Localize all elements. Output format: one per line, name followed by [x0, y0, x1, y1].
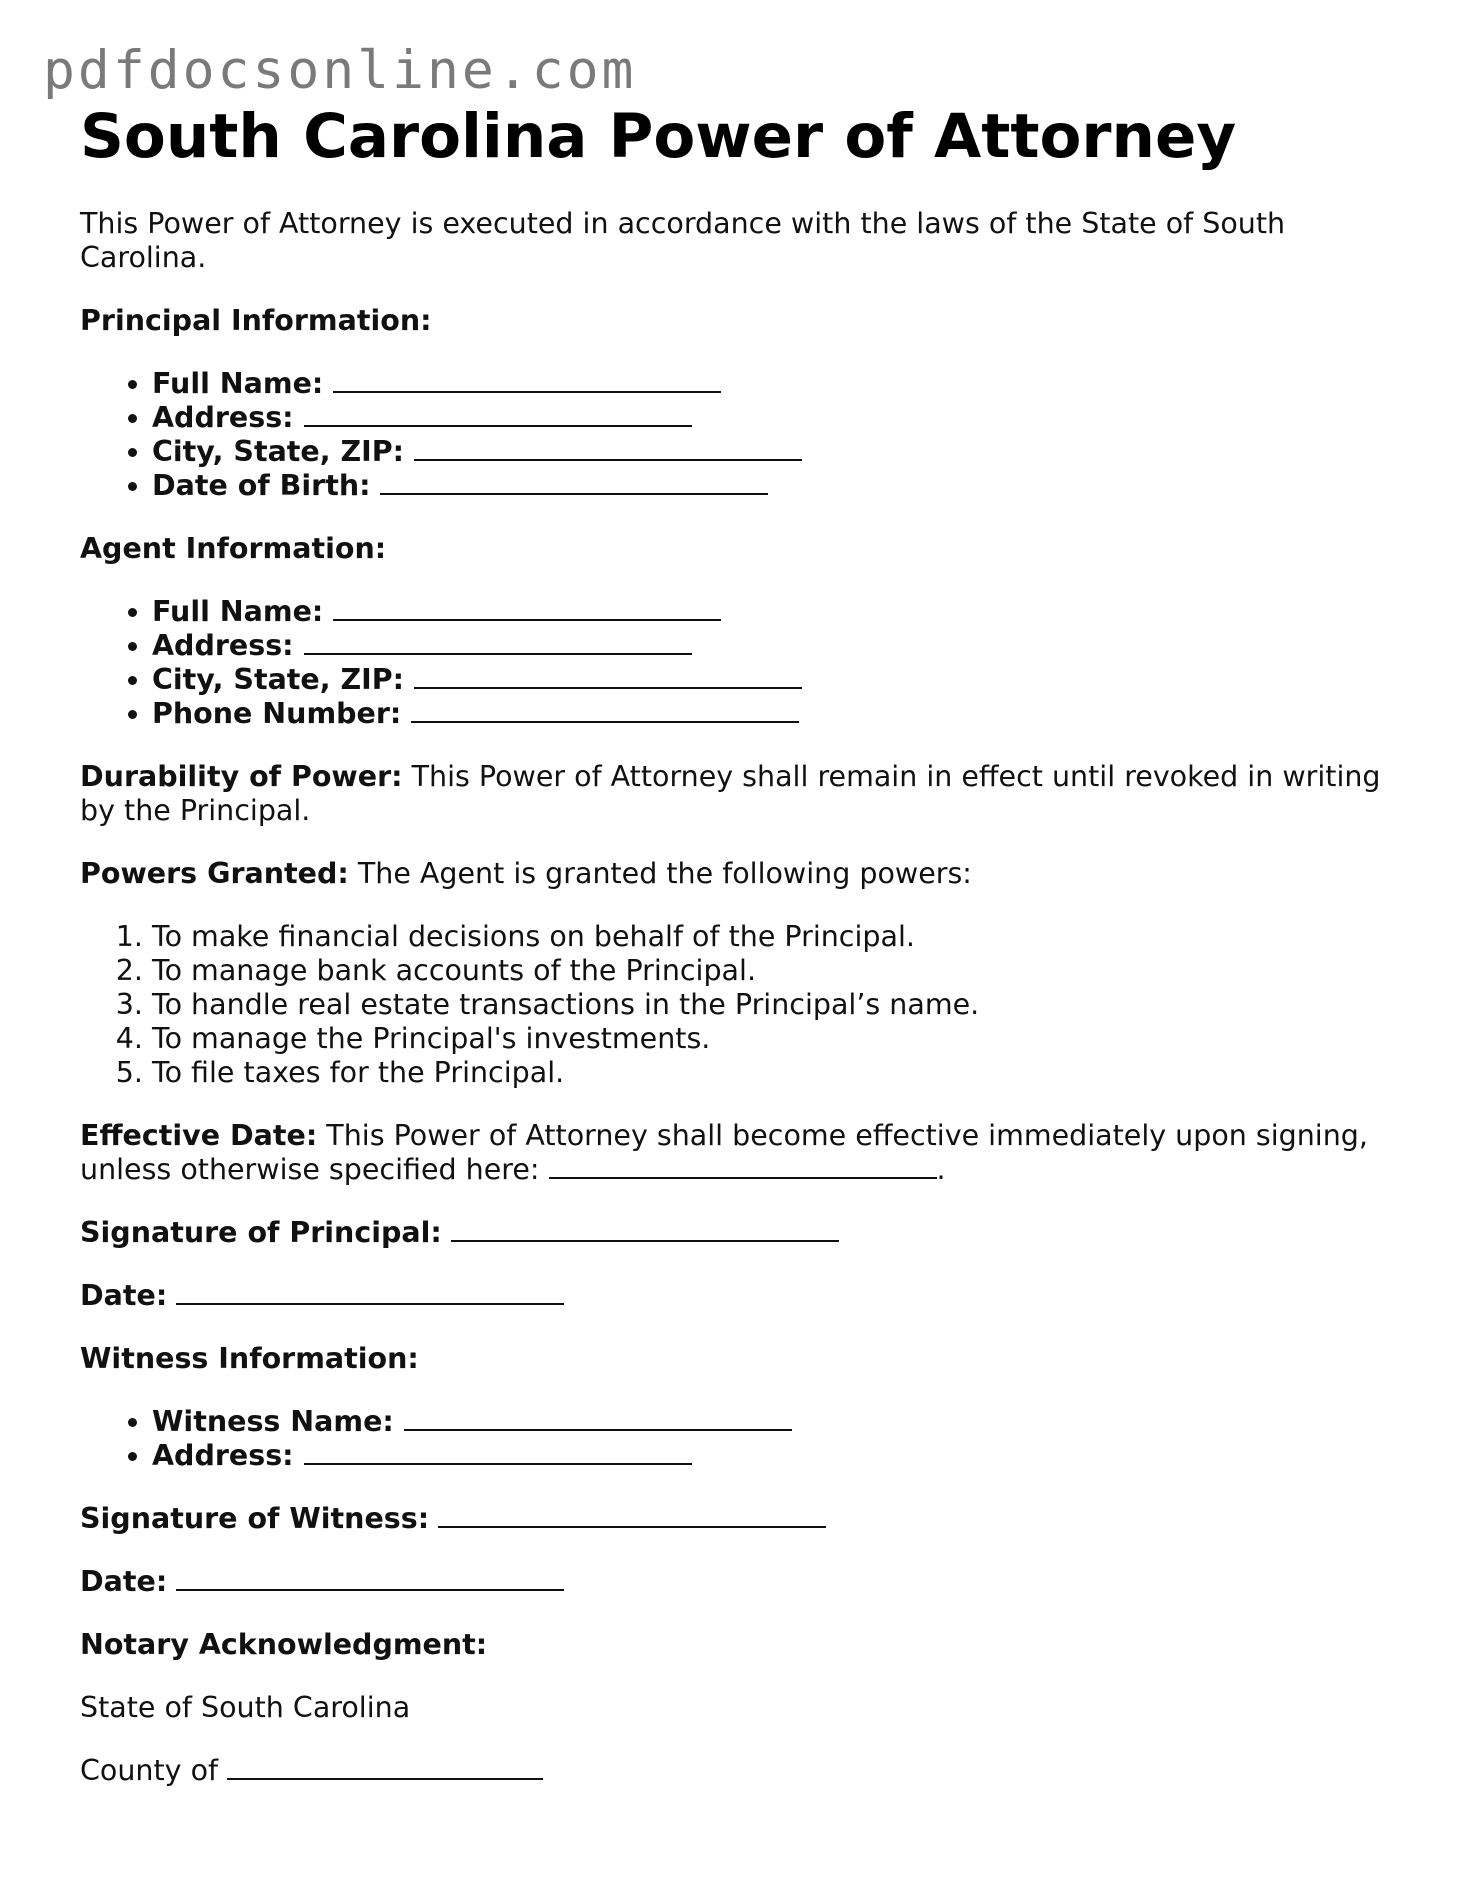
field-label: Address:	[152, 401, 294, 435]
witness-date-blank[interactable]	[176, 1565, 564, 1591]
witness-signature-line	[80, 1502, 1400, 1536]
witness-address-field	[152, 1439, 1400, 1473]
field-label: City, State, ZIP:	[152, 663, 405, 697]
power-item: 2. To manage bank accounts of the Principal.	[152, 954, 1400, 988]
agent-phone-number-field	[152, 697, 1400, 731]
principal-fields	[80, 367, 1400, 503]
effective-date-blank[interactable]	[549, 1153, 937, 1179]
principal-heading: Principal Information:	[80, 304, 432, 338]
notary-county-line	[80, 1754, 1400, 1788]
durability-paragraph	[80, 760, 1400, 828]
witness-signature-blank[interactable]	[438, 1502, 826, 1528]
county-label: County of	[80, 1754, 219, 1788]
durability-text: This Power of Attorney shall remain in effect until revoked in writing by the Principal.	[80, 760, 1381, 828]
field-label: Date of Birth:	[152, 469, 371, 503]
principal-date-line	[80, 1279, 1400, 1313]
notary-state: State of South Carolina	[80, 1691, 411, 1725]
phone-number-blank[interactable]	[411, 697, 799, 723]
principal-full-name-field	[152, 367, 1400, 401]
full-name-blank[interactable]	[333, 595, 721, 621]
agent-full-name-field	[152, 595, 1400, 629]
effective-date-label: Effective Date:	[80, 1119, 318, 1153]
principal-date-blank[interactable]	[176, 1279, 564, 1305]
powers-label: Powers Granted:	[80, 857, 349, 891]
field-label: Address:	[152, 629, 294, 663]
principal-date-of-birth-field	[152, 469, 1400, 503]
document-page	[80, 100, 1400, 1788]
field-label: Full Name:	[152, 367, 324, 401]
principal-address-field	[152, 401, 1400, 435]
city-state-zip-blank[interactable]	[414, 435, 802, 461]
field-label: Witness Name:	[152, 1405, 394, 1439]
witness-date-label: Date:	[80, 1565, 168, 1599]
effective-date-end: .	[936, 1153, 946, 1187]
witness-fields	[80, 1405, 1400, 1473]
agent-city-state-zip-field	[152, 663, 1400, 697]
effective-date-text: This Power of Attorney shall become effective immediately upon signing, unless otherwise specified here:	[80, 1119, 1368, 1187]
principal-signature-blank[interactable]	[451, 1216, 839, 1242]
principal-date-label: Date:	[80, 1279, 168, 1313]
address-blank[interactable]	[304, 1439, 692, 1465]
agent-fields	[80, 595, 1400, 731]
page-title: South Carolina Power of Attorney	[80, 101, 1237, 172]
agent-heading: Agent Information:	[80, 532, 387, 566]
principal-signature-line	[80, 1216, 1400, 1250]
power-item: 3. To handle real estate transactions in the Principal’s name.	[152, 988, 1400, 1022]
power-item: 5. To file taxes for the Principal.	[152, 1056, 1400, 1090]
witness-signature-label: Signature of Witness:	[80, 1502, 430, 1536]
address-blank[interactable]	[304, 401, 692, 427]
field-label: Full Name:	[152, 595, 324, 629]
watermark-logo: pdfdocsonline.com	[43, 40, 637, 101]
powers-paragraph	[80, 857, 1400, 891]
witness-name-blank[interactable]	[404, 1405, 792, 1431]
field-label: Address:	[152, 1439, 294, 1473]
principal-city-state-zip-field	[152, 435, 1400, 469]
powers-text: The Agent is granted the following powers:	[348, 857, 972, 891]
agent-address-field	[152, 629, 1400, 663]
power-item: 1. To make financial decisions on behalf of the Principal.	[152, 920, 1400, 954]
address-blank[interactable]	[304, 629, 692, 655]
full-name-blank[interactable]	[333, 367, 721, 393]
power-item: 4. To manage the Principal's investments.	[152, 1022, 1400, 1056]
effective-date-paragraph	[80, 1119, 1400, 1187]
witness-date-line	[80, 1565, 1400, 1599]
witness-name-field	[152, 1405, 1400, 1439]
durability-label: Durability of Power:	[80, 760, 403, 794]
city-state-zip-blank[interactable]	[414, 663, 802, 689]
field-label: City, State, ZIP:	[152, 435, 405, 469]
county-blank[interactable]	[227, 1754, 543, 1780]
powers-list	[80, 920, 1400, 1090]
notary-heading: Notary Acknowledgment:	[80, 1628, 488, 1662]
field-label: Phone Number:	[152, 697, 402, 731]
date-of-birth-blank[interactable]	[380, 469, 768, 495]
witness-heading: Witness Information:	[80, 1342, 419, 1376]
principal-signature-label: Signature of Principal:	[80, 1216, 442, 1250]
intro-paragraph: This Power of Attorney is executed in accordance with the laws of the State of South Carolina.	[80, 207, 1286, 275]
